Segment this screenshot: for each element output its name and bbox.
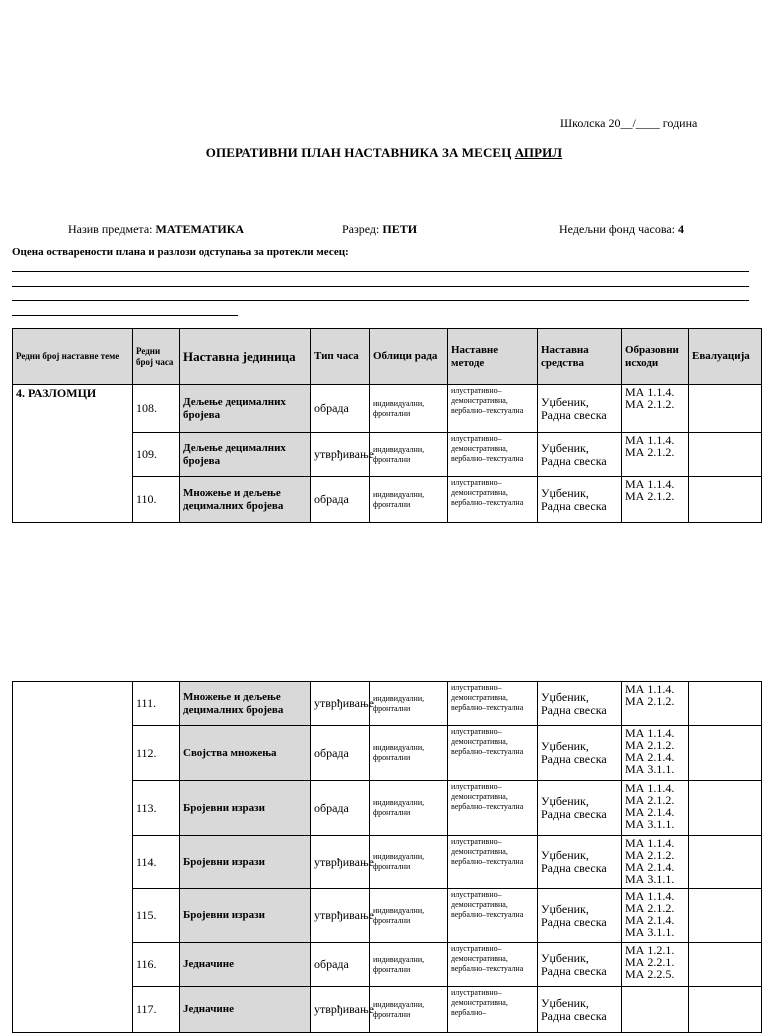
teaching-methods: илустративно–демонстративна, вербално–текстуална <box>448 943 538 987</box>
col-lesson-number-header: Редни број часа <box>133 329 180 385</box>
work-forms: индивидуални, фронтални <box>370 385 448 433</box>
outcome-code: МА 2.2.1. <box>625 955 675 969</box>
lesson-number: 112. <box>133 726 180 781</box>
outcome-code: МА 1.1.4. <box>625 726 675 740</box>
learning-outcomes <box>622 781 689 836</box>
outcome-code: МА 1.2.1. <box>625 943 675 957</box>
lesson-number: 116. <box>133 943 180 987</box>
lesson-unit: Једначине <box>180 987 311 1033</box>
work-forms: индивидуални, фронтални <box>370 477 448 523</box>
evaluation-label: Оцена остварености плана и разлози одступања за протекли месец: <box>12 246 349 258</box>
grade-value: ПЕТИ <box>382 222 418 236</box>
outcome-code: МА 3.1.1. <box>625 925 675 939</box>
teaching-means: Уџбеник, Радна свеска <box>538 836 622 889</box>
learning-outcomes <box>622 987 689 1033</box>
teaching-means: Уџбеник, Радна свеска <box>538 477 622 523</box>
learning-outcomes <box>622 836 689 889</box>
lesson-type: обрада <box>311 726 370 781</box>
learning-outcomes <box>622 682 689 726</box>
plan-table-page1 <box>12 328 762 523</box>
document-title <box>0 145 768 161</box>
work-forms: индивидуални, фронтални <box>370 889 448 943</box>
title-month: АПРИЛ <box>514 145 563 160</box>
theme-cell: 4. РАЗЛОМЦИ <box>13 385 133 523</box>
work-forms: индивидуални, фронтални <box>370 433 448 477</box>
table-row <box>13 385 762 433</box>
lesson-type: обрада <box>311 781 370 836</box>
evaluation-cell <box>689 987 762 1033</box>
lesson-unit: Једначине <box>180 943 311 987</box>
col-unit-header: Наставна јединица <box>180 329 311 385</box>
fund-value: 4 <box>678 222 684 236</box>
lesson-type: обрада <box>311 943 370 987</box>
lesson-unit: Бројевни изрази <box>180 836 311 889</box>
teaching-methods: илустративно–демонстративна, вербално–текстуална <box>448 726 538 781</box>
lesson-number: 115. <box>133 889 180 943</box>
lesson-number: 114. <box>133 836 180 889</box>
work-forms: индивидуални, фронтални <box>370 682 448 726</box>
grade-label: Разред: <box>342 222 383 236</box>
evaluation-cell <box>689 477 762 523</box>
lesson-unit: Множење и дељење децималних бројева <box>180 682 311 726</box>
outcome-code: МА 2.1.2. <box>625 848 675 862</box>
outcome-code: МА 1.1.4. <box>625 682 675 696</box>
outcome-code: МА 2.1.2. <box>625 694 675 708</box>
outcome-code: МА 2.1.2. <box>625 738 675 752</box>
outcome-code: МА 2.1.2. <box>625 489 675 503</box>
subject-info <box>68 222 244 237</box>
lesson-unit: Дељење децималних бројева <box>180 385 311 433</box>
outcome-code: МА 2.2.5. <box>625 967 675 981</box>
outcome-code: МА 2.1.4. <box>625 913 675 927</box>
outcome-code: МА 2.1.4. <box>625 805 675 819</box>
evaluation-line <box>12 271 749 272</box>
outcome-code: МА 1.1.4. <box>625 836 675 850</box>
outcome-code: МА 2.1.2. <box>625 445 675 459</box>
fund-label: Недељни фонд часова: <box>559 222 678 236</box>
lesson-number: 110. <box>133 477 180 523</box>
title-prefix: ОПЕРАТИВНИ ПЛАН НАСТАВНИКА ЗА МЕСЕЦ <box>205 145 515 160</box>
outcome-code: МА 2.1.2. <box>625 397 675 411</box>
lesson-unit: Бројевни изрази <box>180 781 311 836</box>
work-forms: индивидуални, фронтални <box>370 836 448 889</box>
teaching-means: Уџбеник, Радна свеска <box>538 987 622 1033</box>
lesson-number: 113. <box>133 781 180 836</box>
outcome-code: МА 1.1.4. <box>625 477 675 491</box>
weekly-fund-info <box>559 222 684 237</box>
outcome-code: МА 1.1.4. <box>625 433 675 447</box>
outcome-code: МА 2.1.4. <box>625 750 675 764</box>
lesson-unit: Својства множења <box>180 726 311 781</box>
evaluation-line <box>12 286 749 287</box>
school-year: Школска 20__/____ година <box>560 116 698 130</box>
work-forms: индивидуални, фронтални <box>370 726 448 781</box>
lesson-number: 108. <box>133 385 180 433</box>
lesson-type: утврђивање <box>311 836 370 889</box>
teaching-means: Уџбеник, Радна свеска <box>538 682 622 726</box>
teaching-methods: илустративно–демонстративна, вербално–текстуална <box>448 836 538 889</box>
evaluation-cell <box>689 836 762 889</box>
lesson-type: утврђивање <box>311 987 370 1033</box>
teaching-methods: илустративно–демонстративна, вербално–текстуална <box>448 433 538 477</box>
teaching-means: Уџбеник, Радна свеска <box>538 943 622 987</box>
evaluation-line <box>12 300 749 301</box>
subject-value: МАТЕМАТИКА <box>155 222 245 236</box>
theme-cell <box>13 682 133 1033</box>
learning-outcomes <box>622 433 689 477</box>
lesson-type: утврђивање <box>311 889 370 943</box>
col-outcomes-header: Образовни исходи <box>622 329 689 385</box>
outcome-code: МА 2.1.2. <box>625 793 675 807</box>
teaching-means: Уџбеник, Радна свеска <box>538 385 622 433</box>
plan-table-page2 <box>12 681 762 1033</box>
col-methods-header: Наставне методе <box>448 329 538 385</box>
col-means-header: Наставна средства <box>538 329 622 385</box>
evaluation-cell <box>689 943 762 987</box>
learning-outcomes <box>622 889 689 943</box>
col-evaluation-header: Евалуација <box>689 329 762 385</box>
lesson-number: 117. <box>133 987 180 1033</box>
outcome-code: МА 3.1.1. <box>625 817 675 831</box>
table-row <box>13 682 762 726</box>
lesson-number: 109. <box>133 433 180 477</box>
evaluation-cell <box>689 682 762 726</box>
evaluation-cell <box>689 433 762 477</box>
teaching-methods: илустративно–демонстративна, вербално–текстуална <box>448 682 538 726</box>
teaching-methods: илустративно–демонстративна, вербално– <box>448 987 538 1033</box>
work-forms: индивидуални, фронтални <box>370 943 448 987</box>
outcome-code: МА 2.1.4. <box>625 860 675 874</box>
learning-outcomes <box>622 477 689 523</box>
lesson-type: утврђивање <box>311 682 370 726</box>
teaching-methods: илустративно–демонстративна, вербално–текстуална <box>448 889 538 943</box>
evaluation-cell <box>689 889 762 943</box>
col-theme-header: Редни број наставне теме <box>13 329 133 385</box>
outcome-code: МА 1.1.4. <box>625 781 675 795</box>
lesson-unit: Дељење децималних бројева <box>180 433 311 477</box>
outcome-code: МА 2.1.2. <box>625 901 675 915</box>
outcome-code: МА 3.1.1. <box>625 872 675 886</box>
work-forms: индивидуални, фронтални <box>370 987 448 1033</box>
teaching-means: Уџбеник, Радна свеска <box>538 889 622 943</box>
outcome-code: МА 1.1.4. <box>625 889 675 903</box>
col-forms-header: Облици рада <box>370 329 448 385</box>
learning-outcomes <box>622 726 689 781</box>
table-header-row <box>13 329 762 385</box>
lesson-type: обрада <box>311 477 370 523</box>
evaluation-cell <box>689 726 762 781</box>
grade-info <box>342 222 417 237</box>
teaching-methods: илустративно–демонстративна, вербално–текстуална <box>448 781 538 836</box>
lesson-unit: Бројевни изрази <box>180 889 311 943</box>
evaluation-cell <box>689 385 762 433</box>
teaching-means: Уџбеник, Радна свеска <box>538 433 622 477</box>
work-forms: индивидуални, фронтални <box>370 781 448 836</box>
lesson-unit: Множење и дељење децималних бројева <box>180 477 311 523</box>
teaching-methods: илустративно–демонстративна, вербално–текстуална <box>448 477 538 523</box>
lesson-number: 111. <box>133 682 180 726</box>
learning-outcomes <box>622 385 689 433</box>
evaluation-cell <box>689 781 762 836</box>
outcome-code: МА 1.1.4. <box>625 385 675 399</box>
subject-label: Назив предмета: <box>68 222 156 236</box>
col-type-header: Тип часа <box>311 329 370 385</box>
lesson-type: обрада <box>311 385 370 433</box>
outcome-code: МА 3.1.1. <box>625 762 675 776</box>
lesson-type: утврђивање <box>311 433 370 477</box>
learning-outcomes <box>622 943 689 987</box>
teaching-means: Уџбеник, Радна свеска <box>538 781 622 836</box>
teaching-means: Уџбеник, Радна свеска <box>538 726 622 781</box>
evaluation-line <box>12 315 238 316</box>
teaching-methods: илустративно–демонстративна, вербално–текстуална <box>448 385 538 433</box>
